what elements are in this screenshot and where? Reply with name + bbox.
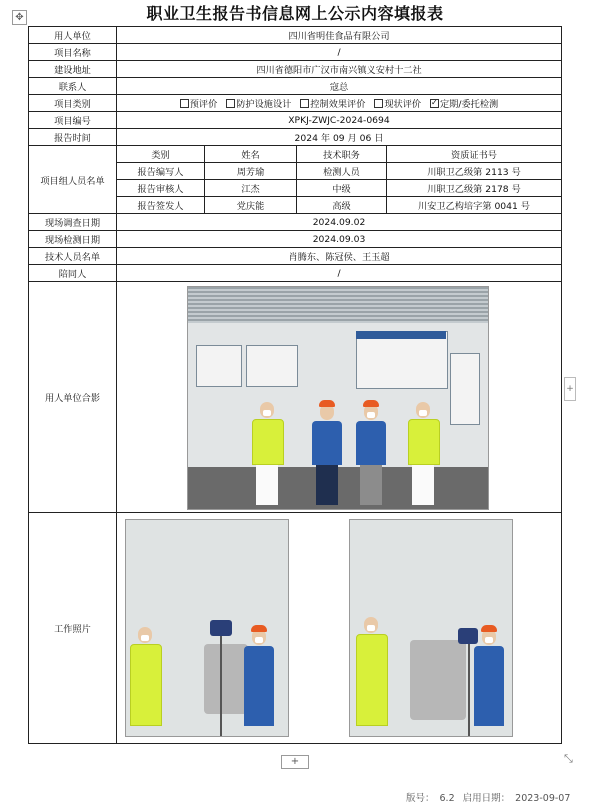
report-time-value[interactable]: 2024 年 09 月 06 日 [117,129,562,146]
option-label: 预评价 [189,99,218,110]
row-survey-date [29,214,562,231]
row-escort [29,265,562,282]
survey-date-label: 现场调查日期 [29,214,117,231]
person [244,629,274,726]
option-label: 定期/委托检测 [440,99,499,110]
team-header-title: 技术职务 [297,146,387,163]
sound-level-meter [210,620,232,636]
row-project-number [29,112,562,129]
group-photo-image[interactable] [187,286,489,510]
team-header-name: 姓名 [205,146,297,163]
team-cell[interactable]: 中级 [297,180,387,197]
address-value[interactable]: 四川省德阳市广汉市南兴镇义安村十二社 [117,61,562,78]
checkbox-icon[interactable] [180,99,189,108]
tripod [468,644,470,736]
person [356,404,386,505]
project-number-value[interactable]: XPKJ-ZWJC-2024-0694 [117,112,562,129]
category-option-control-eval[interactable] [300,99,365,110]
team-label: 项目组人员名单 [29,146,117,214]
team-header-category: 类别 [117,146,205,163]
technicians-label: 技术人员名单 [29,248,117,265]
escort-value[interactable]: / [117,265,562,282]
survey-date-value[interactable]: 2024.09.02 [117,214,562,231]
contact-label: 联系人 [29,78,117,95]
work-photos-cell[interactable] [117,513,562,744]
team-cell[interactable]: 川安卫乙构培字第 0041 号 [387,197,562,214]
notice-header [356,331,446,339]
add-row-button[interactable]: + [281,755,309,769]
group-photo-cell[interactable] [117,282,562,513]
notice-board [356,331,448,389]
employer-label: 用人单位 [29,27,117,44]
work-photos-label: 工作照片 [29,513,117,744]
category-option-periodic-detection[interactable] [430,99,498,110]
project-number-label: 项目编号 [29,112,117,129]
category-option-pre-eval[interactable] [180,99,218,110]
team-cell[interactable]: 报告签发人 [117,197,205,214]
checkbox-icon[interactable] [374,99,383,108]
team-cell[interactable]: 高级 [297,197,387,214]
resize-icon[interactable]: ⤡ [564,752,573,765]
machine [410,640,466,720]
person [474,629,504,726]
enable-date-label: 启用日期： [462,793,511,804]
info-form-table [28,26,562,744]
insert-column-button[interactable]: + [564,377,576,401]
row-group-photo [29,282,562,513]
checkbox-checked-icon[interactable] [430,99,439,108]
project-name-label: 项目名称 [29,44,117,61]
row-test-date [29,231,562,248]
notice-board [196,345,242,387]
work-photo-2[interactable] [349,519,513,737]
notice-board [450,353,480,425]
project-name-value[interactable]: / [117,44,562,61]
move-handle-icon[interactable]: ✥ [12,10,27,25]
person [312,404,342,505]
group-photo-label: 用人单位合影 [29,282,117,513]
report-time-label: 报告时间 [29,129,117,146]
test-date-label: 现场检测日期 [29,231,117,248]
team-cell[interactable]: 川职卫乙级第 2113 号 [387,163,562,180]
team-cell[interactable]: 报告编写人 [117,163,205,180]
page-title: 职业卫生报告书信息网上公示内容填报表 [146,4,444,23]
row-employer [29,27,562,44]
machine [204,644,248,714]
checkbox-icon[interactable] [300,99,309,108]
test-date-value[interactable]: 2024.09.03 [117,231,562,248]
work-photo-1[interactable] [125,519,289,737]
team-cell[interactable]: 报告审核人 [117,180,205,197]
option-label: 控制效果评价 [310,99,366,110]
team-header-row [29,146,562,163]
address-label: 建设地址 [29,61,117,78]
footer [406,790,575,804]
team-cell[interactable]: 检测人员 [297,163,387,180]
row-report-time [29,129,562,146]
version-value: 6.2 [439,793,455,804]
version-label: 版号： [406,793,435,804]
team-cell[interactable]: 党庆能 [205,197,297,214]
row-work-photos [29,513,562,744]
row-category [29,95,562,112]
category-option-status-eval[interactable] [374,99,421,110]
employer-value[interactable]: 四川省明佳食品有限公司 [117,27,562,44]
team-cell[interactable]: 川职卫乙级第 2178 号 [387,180,562,197]
row-address [29,61,562,78]
team-cell[interactable]: 周芳瑜 [205,163,297,180]
team-header-cert: 资质证书号 [387,146,562,163]
escort-label: 陪同人 [29,265,117,282]
checkbox-icon[interactable] [226,99,235,108]
person [408,402,438,505]
team-cell[interactable]: 江杰 [205,180,297,197]
person [356,617,386,726]
enable-date-value: 2023-09-07 [515,793,571,804]
category-label: 项目类别 [29,95,117,112]
category-option-protection-design[interactable] [226,99,291,110]
category-options [117,95,562,112]
person [252,402,282,505]
option-label: 现状评价 [384,99,422,110]
technicians-value[interactable]: 肖腾东、陈冠侯、王玉超 [117,248,562,265]
row-project-name [29,44,562,61]
option-label: 防护设施设计 [236,99,292,110]
contact-value[interactable]: 寇总 [117,78,562,95]
shutter-door [188,287,488,323]
tripod [220,636,222,736]
row-technicians [29,248,562,265]
notice-board [246,345,298,387]
person [130,627,160,726]
row-contact [29,78,562,95]
